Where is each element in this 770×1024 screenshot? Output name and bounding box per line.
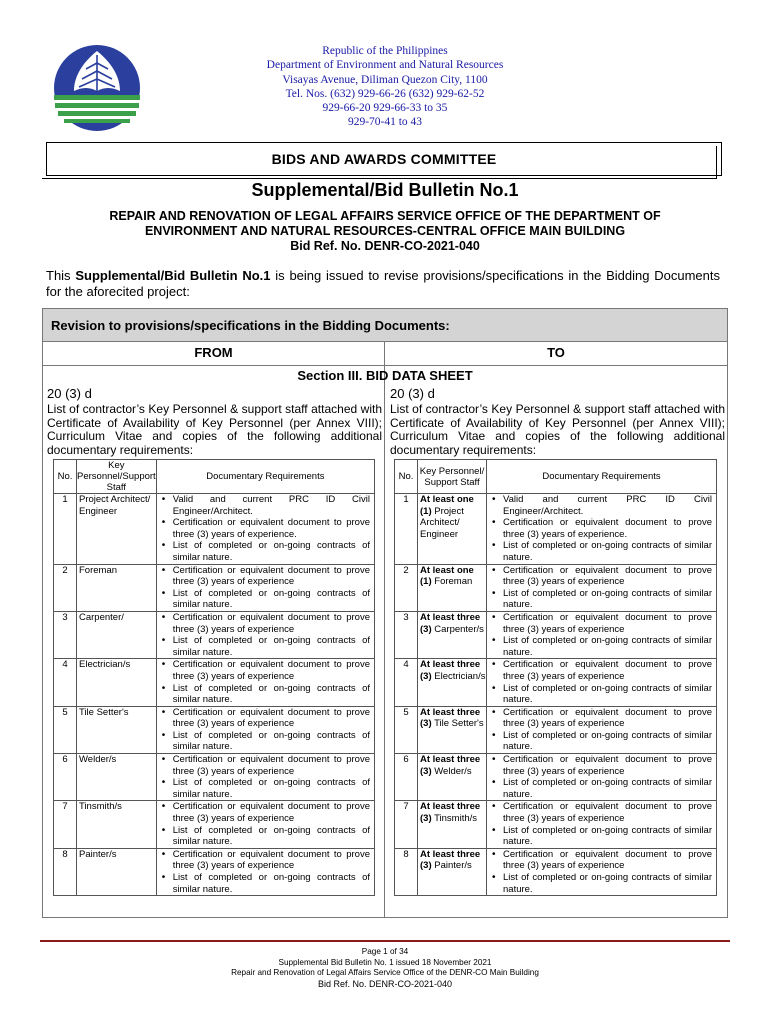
table-row <box>395 801 717 848</box>
column-divider <box>384 341 385 917</box>
footer-line: Repair and Renovation of Legal Affairs Service Office of the DENR-CO Main Building <box>231 968 539 977</box>
table-row <box>395 706 717 753</box>
requirements-list <box>157 754 374 800</box>
requirements-list <box>157 801 374 847</box>
row-number: 2 <box>54 564 77 611</box>
to-header: TO <box>385 341 727 366</box>
quantity-requirement: At least three <box>420 659 481 671</box>
requirement-item: • Certification or equivalent document to prove three (3) years of experience. <box>487 517 712 540</box>
column-header: Documentary Requirements <box>487 460 717 494</box>
requirement-item: • List of completed or on-going contracts of similar nature. <box>487 730 712 753</box>
intro-bold: Supplemental/Bid Bulletin No.1 <box>75 268 271 283</box>
row-number: 5 <box>54 706 77 753</box>
letterhead-line: 929-66-20 929-66-33 to 35 <box>322 102 448 115</box>
quantity-number: (3) <box>420 860 432 872</box>
requirement-item: • Certification or equivalent document to prove three (3) years of experience <box>487 801 712 824</box>
key-personnel-cell <box>418 706 487 753</box>
personnel-name: Painter/s <box>79 848 117 860</box>
quantity-requirement: At least three <box>420 611 481 623</box>
requirement-item: • List of completed or on-going contracts of similar nature. <box>157 540 370 563</box>
footer-line: Bid Ref. No. DENR-CO-2021-040 <box>317 978 453 989</box>
row-number: 3 <box>54 611 77 658</box>
personnel-name: Tile Setter's <box>79 706 129 718</box>
requirements-list <box>487 612 716 658</box>
quantity-requirement: At least one <box>420 564 474 576</box>
requirement-item: • Certification or equivalent document to prove three (3) years of experience <box>157 849 370 872</box>
row-number: 1 <box>54 494 77 565</box>
personnel-name: Electrician/s <box>431 670 486 682</box>
letterhead-line: Republic of the Philippines <box>322 45 448 57</box>
project-title <box>40 209 730 254</box>
key-personnel-cell <box>418 494 487 565</box>
requirement-item: • Certification or equivalent document to prove three (3) years of experience. <box>157 517 370 540</box>
requirement-item: • Valid and current PRC ID Civil Engineer/Architect. <box>157 494 370 517</box>
intro-paragraph <box>46 268 720 300</box>
requirements-list <box>487 707 716 753</box>
from-description: List of contractor’s Key Personnel & support staff attached with Certificate of Availability of Key Personnel (per Annex VIII); Curriculum Vitae and copies of the following additional documentary requirements: <box>47 402 382 457</box>
personnel-name: Tile Setter's <box>431 718 484 730</box>
revision-heading-bar <box>43 309 727 342</box>
letterhead <box>200 44 570 130</box>
personnel-name: Tinsmith/s <box>431 813 478 825</box>
requirement-item: • List of completed or on-going contracts of similar nature. <box>487 825 712 848</box>
page-number: Page 1 of 34 <box>361 947 409 956</box>
from-header: FROM <box>43 341 384 366</box>
requirement-item: • Certification or equivalent document to prove three (3) years of experience <box>157 707 370 730</box>
from-personnel-table <box>53 459 375 896</box>
footer-rule <box>40 940 730 942</box>
personnel-name: Foreman <box>79 564 118 576</box>
quantity-requirement: At least three <box>420 848 481 860</box>
requirements-list <box>487 659 716 705</box>
letterhead-line: Tel. Nos. (632) 929-66-26 (632) 929-62-52 <box>285 87 485 100</box>
quantity-number: (1) <box>420 576 432 588</box>
quantity-number: (3) <box>420 765 432 777</box>
column-header: No. <box>395 460 418 494</box>
requirement-item: • Certification or equivalent document to prove three (3) years of experience <box>487 565 712 588</box>
requirements-list <box>487 565 716 611</box>
intro-text: This <box>46 268 76 283</box>
key-personnel-cell <box>77 801 157 848</box>
requirements-cell <box>156 848 374 895</box>
requirements-list <box>487 494 716 564</box>
requirements-cell <box>156 611 374 658</box>
requirements-cell <box>156 754 374 801</box>
from-clause: 20 (3) d <box>47 386 92 401</box>
page-footer <box>0 947 770 989</box>
from-column <box>47 387 382 457</box>
personnel-name: Electrician/s <box>79 659 131 671</box>
project-line: ENVIRONMENT AND NATURAL RESOURCES-CENTRAL OFFICE MAIN BUILDING <box>144 224 626 238</box>
key-personnel-cell <box>418 754 487 801</box>
personnel-name: Carpenter/ <box>79 611 124 623</box>
column-header: Key Personnel/ Support Staff <box>418 460 487 494</box>
requirement-item: • List of completed or on-going contracts of similar nature. <box>157 825 370 848</box>
quantity-number: (3) <box>420 623 432 635</box>
key-personnel-cell <box>418 801 487 848</box>
table-row <box>395 848 717 895</box>
requirement-item: • List of completed or on-going contracts of similar nature. <box>487 872 712 895</box>
row-number: 6 <box>395 754 418 801</box>
bulletin-title: Supplemental/Bid Bulletin No.1 <box>251 180 519 200</box>
requirements-cell <box>487 754 717 801</box>
letterhead-line: Department of Environment and Natural Resources <box>266 59 504 72</box>
revision-table <box>42 308 728 918</box>
personnel-name: Foreman <box>431 576 473 588</box>
bid-reference: Bid Ref. No. DENR-CO-2021-040 <box>290 239 480 253</box>
project-line: REPAIR AND RENOVATION OF LEGAL AFFAIRS SERVICE OFFICE OF THE DEPARTMENT OF <box>109 209 661 223</box>
row-number: 4 <box>54 659 77 706</box>
key-personnel-cell <box>77 754 157 801</box>
requirements-list <box>487 849 716 895</box>
table-row <box>54 659 375 706</box>
key-personnel-cell <box>77 706 157 753</box>
requirement-item: • List of completed or on-going contracts of similar nature. <box>157 777 370 800</box>
key-personnel-cell <box>77 564 157 611</box>
requirements-cell <box>487 801 717 848</box>
requirement-item: • List of completed or on-going contracts of similar nature. <box>487 777 712 800</box>
quantity-number: (3) <box>420 813 432 825</box>
table-row <box>54 564 375 611</box>
requirements-list <box>157 659 374 705</box>
quantity-number: (1) <box>420 505 432 517</box>
key-personnel-cell <box>418 659 487 706</box>
requirements-cell <box>487 611 717 658</box>
row-number: 4 <box>395 659 418 706</box>
table-header-row <box>395 460 717 494</box>
quantity-requirement: At least three <box>420 706 481 718</box>
requirements-list <box>487 754 716 800</box>
row-number: 8 <box>395 848 418 895</box>
personnel-name: Project Architect/ Engineer <box>79 494 151 517</box>
requirements-list <box>157 707 374 753</box>
quantity-number: (3) <box>420 718 432 730</box>
intro-text: is being issued to revise provisions/specifications in the Bidding Documents for the aforecited project: <box>46 268 720 299</box>
row-number: 7 <box>54 801 77 848</box>
quantity-number: (3) <box>420 670 432 682</box>
requirement-item: • List of completed or on-going contracts of similar nature. <box>157 683 370 706</box>
footer-line: Supplemental Bid Bulletin No. 1 issued 18 November 2021 <box>278 957 492 967</box>
row-number: 1 <box>395 494 418 565</box>
key-personnel-cell <box>77 659 157 706</box>
letterhead-line: Visayas Avenue, Diliman Quezon City, 1100 <box>282 73 488 86</box>
requirements-cell <box>156 659 374 706</box>
requirement-item: • List of completed or on-going contracts of similar nature. <box>157 588 370 611</box>
revision-heading: Revision to provisions/specifications in the Bidding Documents: <box>51 318 450 333</box>
requirements-list <box>157 565 374 611</box>
requirements-list <box>157 849 374 895</box>
personnel-name: Project Architect/ Engineer <box>420 505 464 540</box>
requirements-cell <box>487 659 717 706</box>
personnel-name: Tinsmith/s <box>79 801 122 813</box>
table-row <box>54 611 375 658</box>
table-row <box>54 801 375 848</box>
table-row <box>54 706 375 753</box>
table-row <box>54 494 375 565</box>
personnel-name: Painter/s <box>431 860 472 872</box>
requirements-cell <box>156 494 374 565</box>
row-number: 2 <box>395 564 418 611</box>
requirement-item: • List of completed or on-going contracts of similar nature. <box>157 635 370 658</box>
key-personnel-cell <box>77 848 157 895</box>
row-number: 6 <box>54 754 77 801</box>
table-row <box>54 754 375 801</box>
requirement-item: • Certification or equivalent document to prove three (3) years of experience <box>157 659 370 682</box>
to-personnel-table <box>394 459 717 896</box>
to-description: List of contractor’s Key Personnel & support staff attached with Certificate of Availability of Key Personnel (per Annex VIII); Curriculum Vitae and copies of the following additional documentary requirements: <box>390 402 725 457</box>
requirements-cell <box>487 706 717 753</box>
requirement-item: • Certification or equivalent document to prove three (3) years of experience <box>157 801 370 824</box>
letterhead-line: 929-70-41 to 43 <box>347 116 423 129</box>
table-row <box>395 659 717 706</box>
to-clause: 20 (3) d <box>390 386 435 401</box>
table-row <box>54 848 375 895</box>
requirement-item: • Valid and current PRC ID Civil Engineer/Architect. <box>487 494 712 517</box>
to-column <box>390 387 725 457</box>
column-header: Documentary Requirements <box>156 460 374 494</box>
quantity-requirement: At least one <box>420 494 474 505</box>
requirement-item: • Certification or equivalent document to prove three (3) years of experience <box>487 707 712 730</box>
requirement-item: • List of completed or on-going contracts of similar nature. <box>157 872 370 895</box>
key-personnel-cell <box>77 611 157 658</box>
requirement-item: • List of completed or on-going contracts of similar nature. <box>487 635 712 658</box>
column-header: No. <box>54 460 77 494</box>
requirement-item: • Certification or equivalent document to prove three (3) years of experience <box>157 612 370 635</box>
requirements-cell <box>156 706 374 753</box>
personnel-name: Welder/s <box>79 754 117 766</box>
requirements-cell <box>156 801 374 848</box>
row-number: 5 <box>395 706 418 753</box>
requirement-item: • List of completed or on-going contracts of similar nature. <box>487 540 712 563</box>
requirement-item: • List of completed or on-going contracts of similar nature. <box>487 588 712 611</box>
requirement-item: • Certification or equivalent document to prove three (3) years of experience <box>157 754 370 777</box>
requirement-item: • Certification or equivalent document to prove three (3) years of experience <box>487 849 712 872</box>
requirements-list <box>487 801 716 847</box>
personnel-name: Welder/s <box>431 765 472 777</box>
requirement-item: • List of completed or on-going contracts of similar nature. <box>487 683 712 706</box>
table-row <box>395 494 717 565</box>
requirement-item: • Certification or equivalent document to prove three (3) years of experience <box>157 565 370 588</box>
key-personnel-cell <box>77 494 157 565</box>
requirement-item: • Certification or equivalent document to prove three (3) years of experience <box>487 612 712 635</box>
row-number: 8 <box>54 848 77 895</box>
table-row <box>395 564 717 611</box>
requirements-list <box>157 494 374 564</box>
table-header-row <box>54 460 375 494</box>
requirement-item: • List of completed or on-going contracts of similar nature. <box>157 730 370 753</box>
key-personnel-cell <box>418 611 487 658</box>
table-row <box>395 611 717 658</box>
quantity-requirement: At least three <box>420 754 481 766</box>
key-personnel-cell <box>418 848 487 895</box>
requirements-list <box>157 612 374 658</box>
requirement-item: • Certification or equivalent document to prove three (3) years of experience <box>487 754 712 777</box>
personnel-name: Carpenter/s <box>431 623 484 635</box>
section-heading: Section III. BID DATA SHEET <box>297 368 473 383</box>
requirements-cell <box>487 848 717 895</box>
requirements-cell <box>487 564 717 611</box>
row-number: 3 <box>395 611 418 658</box>
requirements-cell <box>156 564 374 611</box>
row-number: 7 <box>395 801 418 848</box>
denr-logo <box>52 43 142 133</box>
quantity-requirement: At least three <box>420 801 481 813</box>
column-header: Key Personnel/Support Staff <box>77 460 156 493</box>
requirements-cell <box>487 494 717 565</box>
committee-title: BIDS AND AWARDS COMMITTEE <box>271 151 497 167</box>
committee-box <box>46 142 722 176</box>
requirement-item: • Certification or equivalent document to prove three (3) years of experience <box>487 659 712 682</box>
key-personnel-cell <box>418 564 487 611</box>
table-row <box>395 754 717 801</box>
